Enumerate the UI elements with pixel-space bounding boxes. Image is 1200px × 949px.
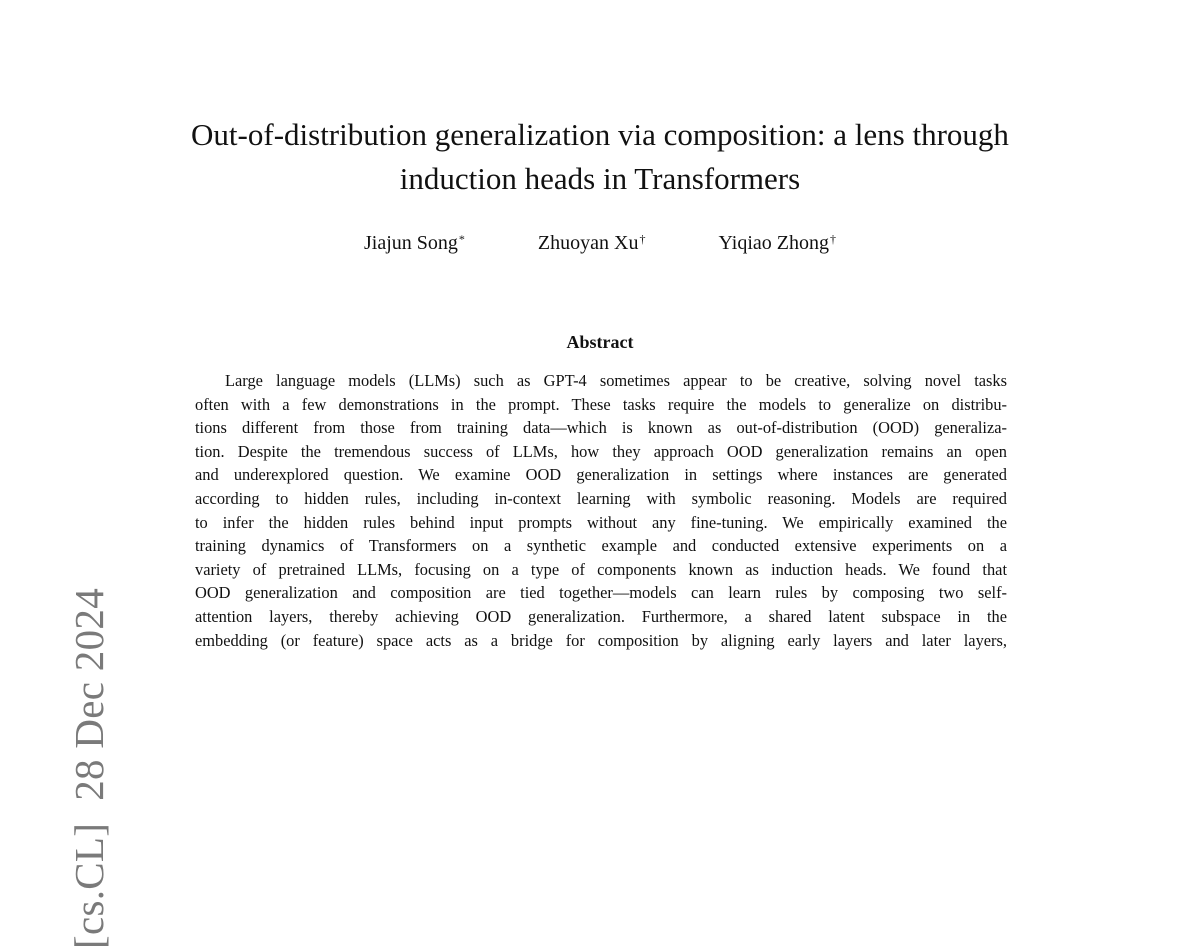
abstract-heading: Abstract — [566, 332, 634, 352]
abstract-line: according to hidden rules, including in-context learning with symbolic reasoning. Models are required — [195, 488, 1007, 508]
arxiv-stamp-text — [67, 588, 111, 949]
author-footnote-mark: * — [458, 232, 465, 246]
paper-title — [130, 113, 1070, 201]
author-footnote-mark: † — [639, 232, 646, 246]
title-line-2: induction heads in Transformers — [399, 161, 801, 196]
author-2 — [538, 226, 646, 256]
author-name: Jiajun Song — [364, 232, 458, 254]
abstract-line: variety of pretrained LLMs, focusing on a type of components known as induction heads. We found that — [195, 559, 1007, 579]
author-list — [130, 226, 1070, 256]
abstract-line: and underexplored question. We examine OOD generalization in settings where instances are generated — [195, 465, 1007, 485]
arxiv-date: 28 Dec 2024 — [66, 587, 112, 801]
abstract-line: attention layers, thereby achieving OOD generalization. Furthermore, a shared latent subspace in the — [195, 606, 1007, 626]
author-name: Yiqiao Zhong — [718, 232, 829, 254]
author-3 — [718, 226, 836, 256]
abstract-line: tions different from those from training data—which is known as out-of-distribution (OOD) generaliza- — [195, 418, 1007, 438]
arxiv-side-stamp — [24, 303, 112, 949]
abstract-line: to infer the hidden rules behind input prompts without any fine-tuning. We empirically examined the — [195, 512, 1007, 532]
arxiv-category: [cs.CL] — [66, 822, 112, 949]
abstract-line: often with a few demonstrations in the prompt. These tasks require the models to generalize on distribu- — [195, 394, 1007, 414]
title-line-1: Out-of-distribution generalization via composition: a lens through — [191, 117, 1009, 152]
author-footnote-mark: † — [830, 232, 836, 246]
author-name: Zhuoyan Xu — [537, 232, 639, 254]
author-1 — [364, 226, 465, 256]
abstract-line: OOD generalization and composition are tied together—models can learn rules by composing two self- — [195, 583, 1007, 603]
abstract-line: embedding (or feature) space acts as a bridge for composition by aligning early layers and later layers, — [195, 630, 1007, 650]
abstract-line: training dynamics of Transformers on a synthetic example and conducted extensive experiments on a — [195, 536, 1007, 556]
abstract-line: Large language models (LLMs) such as GPT-4 sometimes appear to be creative, solving novel tasks — [225, 371, 1007, 390]
abstract-line: tion. Despite the tremendous success of LLMs, how they approach OOD generalization remains an open — [195, 441, 1007, 461]
abstract-body — [195, 369, 1007, 652]
